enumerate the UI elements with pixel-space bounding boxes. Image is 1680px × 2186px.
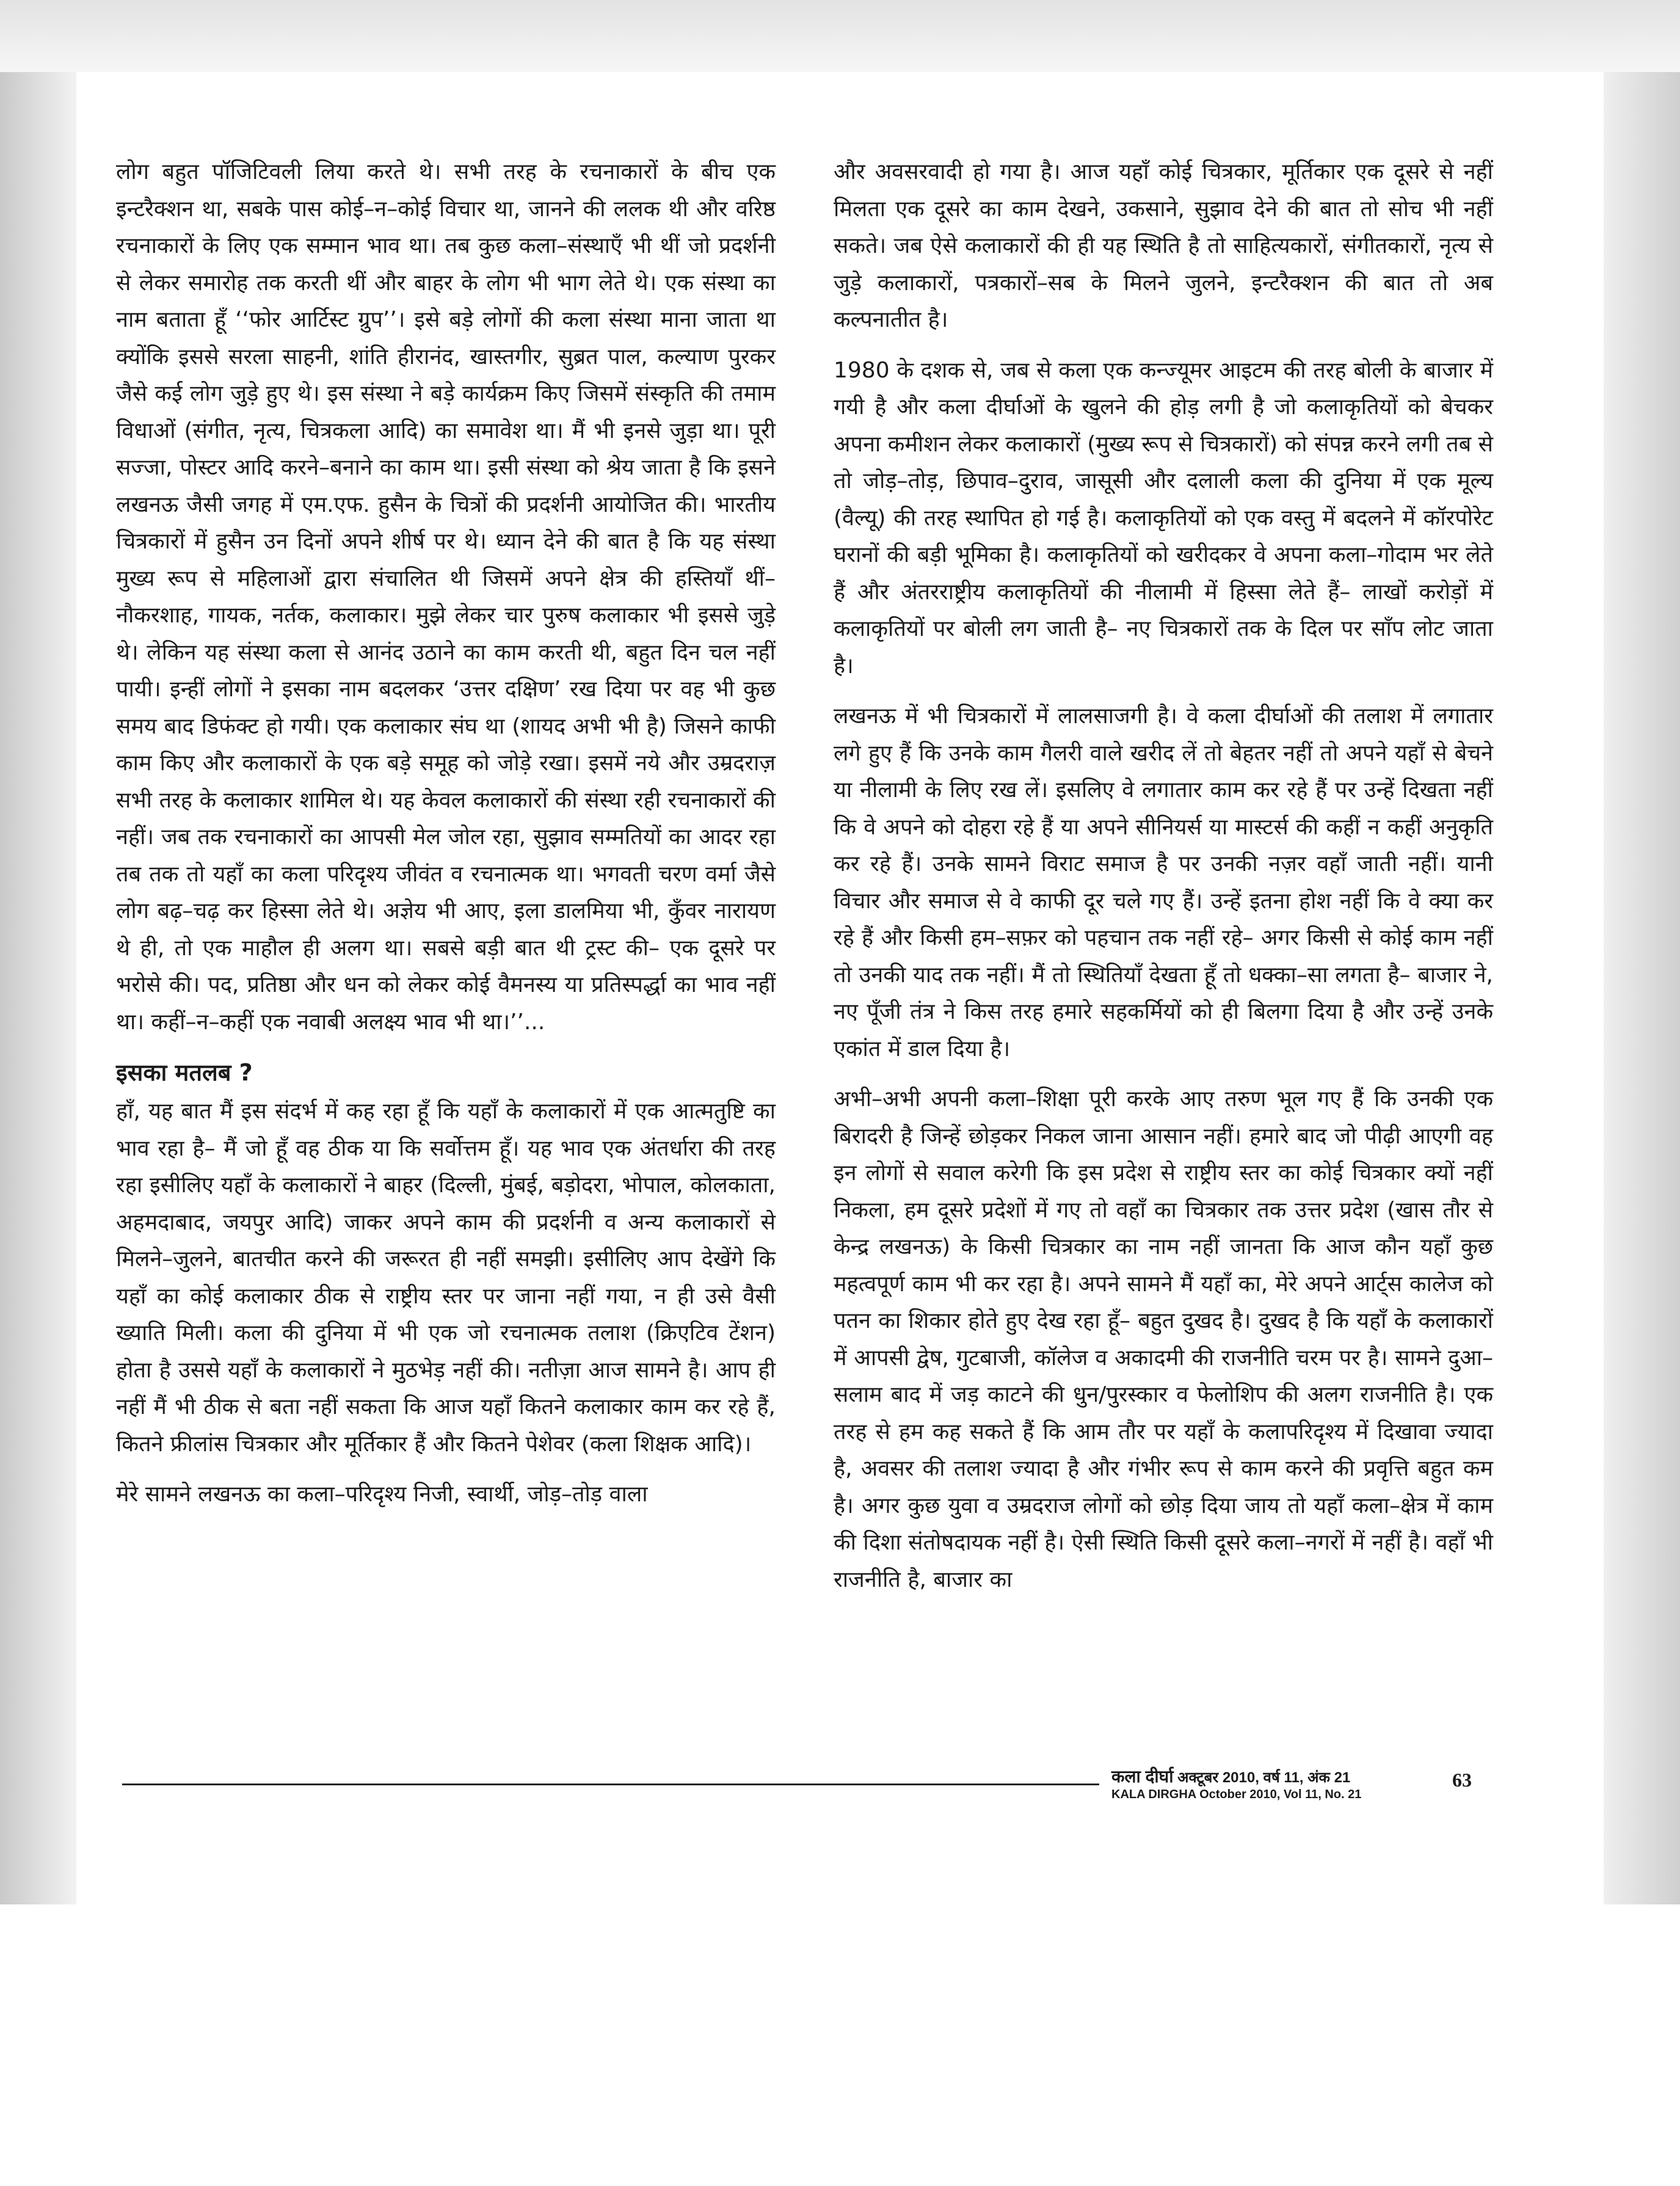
footer-masthead bbox=[1111, 1768, 1490, 1802]
page-number: 63 bbox=[1452, 1769, 1472, 1791]
left-paragraph-1: लोग बहुत पॉजिटिवली लिया करते थे। सभी तरह के रचनाकारों के बीच एक इन्टरैक्शन था, सबके पास कोई–न–कोई विचार था, जानने की ललक थी और वरिष्ठ रचनाकारों के लिए एक सम्मान भाव था। तब कुछ कला–संस्थाएँ भी थीं जो प्रदर्शनी से लेकर समारोह तक करती थीं और बाहर के लोग भी भाग लेते थे। एक संस्था का नाम बताता हूँ ‘‘फोर आर्टिस्ट ग्रुप’’। इसे बड़े लोगों की कला संस्था माना जाता था क्योंकि इससे सरला साहनी, शांति हीरानंद, खास्तगीर, सुब्रत पाल, कल्याण पुरकर जैसे कई लोग जुड़े हुए थे। इस संस्था ने बड़े कार्यक्रम किए जिसमें संस्कृति की तमाम विधाओं (संगीत, नृत्य, चित्रकला आदि) का समावेश था। मैं भी इनसे जुड़ा था। पूरी सज्जा, पोस्टर आदि करने–बनाने का काम था। इसी संस्था को श्रेय जाता है कि इसने लखनऊ जैसी जगह में एम.एफ. हुसैन के चित्रों की प्रदर्शनी आयोजित की। भारतीय चित्रकारों में हुसैन उन दिनों अपने शीर्ष पर थे। ध्यान देने की बात है कि यह संस्था मुख्य रूप से महिलाओं द्वारा संचालित थी जिसमें अपने क्षेत्र की हस्तियाँ थीं– नौकरशाह, गायक, नर्तक, कलाकार। मुझे लेकर चार पुरुष कलाकार भी इससे जुड़े थे। लेकिन यह संस्था कला से आनंद उठाने का काम करती थी, बहुत दिन चल नहीं पायी। इन्हीं लोगों ने इसका नाम बदलकर ‘उत्तर दक्षिण’ रख दिया पर वह भी कुछ समय बाद डिफंक्ट हो गयी। एक कलाकार संघ था (शायद अभी भी है) जिसने काफी काम किए और कलाकारों के एक बड़े समूह को जोड़े रखा। इसमें नये और उम्रदराज़ सभी तरह के कलाकार शामिल थे। यह केवल कलाकारों की संस्था रही रचनाकारों की नहीं। जब तक रचनाकारों का आपसी मेल जोल रहा, सुझाव सम्मतियों का आदर रहा तब तक तो यहाँ का कला परिदृश्य जीवंत व रचनात्मक था। भगवती चरण वर्मा जैसे लोग बढ़–चढ़ कर हिस्सा लेते थे। अज्ञेय भी आए, इला डालमिया भी, कुँवर नारायण थे ही, तो एक माहौल ही अलग था। सबसे बड़ी बात थी ट्रस्ट की– एक दूसरे पर भरोसे की। पद, प्रतिष्ठा और धन को लेकर कोई वैमनस्य या प्रतिस्पर्द्धा का भाव नहीं था। कहीं–न–कहीं एक नवाबी अलक्ष्य भाव भी था।’’... bbox=[116, 159, 776, 1035]
scan-margin-left bbox=[0, 72, 76, 1904]
footer-hindi-line bbox=[1111, 1768, 1490, 1787]
magazine-name-hindi: कला दीर्घा bbox=[1111, 1767, 1174, 1786]
magazine-name-english: KALA DIRGHA bbox=[1111, 1788, 1196, 1801]
scan-margin-right bbox=[1604, 72, 1680, 1904]
footer-english-line bbox=[1111, 1787, 1490, 1802]
scan-margin-top bbox=[0, 0, 1680, 72]
left-paragraph-3: मेरे सामने लखनऊ का कला–परिदृश्य निजी, स्वार्थी, जोड़–तोड़ वाला bbox=[116, 1482, 648, 1507]
scan-margin-bottom bbox=[0, 1904, 1680, 2186]
right-column bbox=[834, 154, 1493, 1612]
right-paragraph-2: 1980 के दशक से, जब से कला एक कन्ज्यूमर आइटम की तरह बोली के बाजार में गयी है और कला दीर्घाओं के खुलने की होड़ लगी है जो कलाकृतियों को बेचकर अपना कमीशन लेकर कलाकारों (मुख्य रूप से चित्रकारों) को संपन्न करने लगी तब से तो जोड़–तोड़, छिपाव–दुराव, जासूसी और दलाली कला की दुनिया में एक मूल्य (वैल्यू) की तरह स्थापित हो गई है। कलाकृतियों को एक वस्तु में बदलने में कॉरपोरेट घरानों की बड़ी भूमिका है। कलाकृतियों को खरीदकर वे अपना कला–गोदाम भर लेते हैं और अंतरराष्ट्रीय कलाकृतियों की नीलामी में हिस्सा लेते हैं– लाखों करोड़ों में कलाकृतियों पर बोली लग जाती है– नए चित्रकारों तक के दिल पर साँप लोट जाता है। bbox=[834, 357, 1493, 679]
right-paragraph-3: लखनऊ में भी चित्रकारों में लालसाजगी है। वे कला दीर्घाओं की तलाश में लगातार लगे हुए हैं कि उनके काम गैलरी वाले खरीद लें तो बेहतर नहीं तो अपने यहाँ से बेचने या नीलामी के लिए रख लें। इसलिए वे लगातार काम कर रहे हैं पर उन्हें दिखता नहीं कि वे अपने को दोहरा रहे हैं या अपने सीनियर्स या मास्टर्स की कहीं न कहीं अनुकृति कर रहे हैं। उनके सामने विराट समाज है पर उनकी नज़र वहाँ जाती नहीं। यानी विचार और समाज से वे काफी दूर चले गए हैं। उन्हें इतना होश नहीं कि वे क्या कर रहे हैं और किसी हम–सफ़र को पहचान तक नहीं रहे– अगर किसी से कोई काम नहीं तो उनकी याद तक नहीं। मैं तो स्थितियाँ देखता हूँ तो धक्का–सा लगता है– बाजार ने, नए पूँजी तंत्र ने किस तरह हमारे सहकर्मियों को ही बिलगा दिया है और उन्हें उनके एकांत में डाल दिया है। bbox=[834, 704, 1493, 1062]
issue-hindi: अक्टूबर 2010, वर्ष 11, अंक 21 bbox=[1173, 1769, 1351, 1786]
section-heading: इसका मतलब ? bbox=[116, 1059, 253, 1086]
footer-rule bbox=[122, 1783, 1099, 1785]
right-paragraph-1: और अवसरवादी हो गया है। आज यहाँ कोई चित्रकार, मूर्तिकार एक दूसरे से नहीं मिलता एक दूसरे का काम देखने, उकसाने, सुझाव देने की बात तो सोच भी नहीं सकते। जब ऐसे कलाकारों की ही यह स्थिति है तो साहित्यकारों, संगीतकारों, नृत्य से जुड़े कलाकारों, पत्रकारों–सब के मिलने जुलने, इन्टरैक्शन की बात तो अब कल्पनातीत है। bbox=[834, 159, 1493, 332]
left-column bbox=[116, 154, 776, 1527]
left-paragraph-2: हाँ, यह बात मैं इस संदर्भ में कह रहा हूँ कि यहाँ के कलाकारों में एक आत्मतुष्टि का भाव रहा है– मैं जो हूँ वह ठीक या कि सर्वोत्तम हूँ। यह भाव एक अंतर्धारा की तरह रहा इसीलिए यहाँ के कलाकारों ने बाहर (दिल्ली, मुंबई, बड़ोदरा, भोपाल, कोलकाता, अहमदाबाद, जयपुर आदि) जाकर अपने काम की प्रदर्शनी व अन्य कलाकारों से मिलने–जुलने, बातचीत करने की जरूरत ही नहीं समझी। इसीलिए आप देखेंगे कि यहाँ का कोई कलाकार ठीक से राष्ट्रीय स्तर पर जाना नहीं गया, न ही उसे वैसी ख्याति मिली। कला की दुनिया में भी एक जो रचनात्मक तलाश (क्रिएटिव टेंशन) होता है उससे यहाँ के कलाकारों ने मुठभेड़ नहीं की। नतीज़ा आज सामने है। आप ही नहीं मैं भी ठीक से बता नहीं सकता कि आज यहाँ कितने कलाकार काम कर रहे हैं, कितने फ्रीलांस चित्रकार और मूर्तिकार हैं और कितने पेशेवर (कला शिक्षक आदि)। bbox=[116, 1099, 776, 1457]
right-paragraph-4: अभी–अभी अपनी कला–शिक्षा पूरी करके आए तरुण भूल गए हैं कि उनकी एक बिरादरी है जिन्हें छोड़कर निकल जाना आसान नहीं। हमारे बाद जो पीढ़ी आएगी वह इन लोगों से सवाल करेगी कि इस प्रदेश से राष्ट्रीय स्तर का कोई चित्रकार क्यों नहीं निकला, हम दूसरे प्रदेशों में गए तो वहाँ का चित्रकार तक उत्तर प्रदेश (खास तौर से केन्द्र लखनऊ) के किसी चित्रकार का नाम नहीं जानता कि आज कौन यहाँ कुछ महत्वपूर्ण काम भी कर रहा है। अपने सामने मैं यहाँ का, मेरे अपने आर्ट्स कालेज को पतन का शिकार होते हुए देख रहा हूँ– बहुत दुखद है। दुखद है कि यहाँ के कलाकारों में आपसी द्वेष, गुटबाजी, कॉलेज व अकादमी की राजनीति चरम पर है। सामने दुआ–सलाम बाद में जड़ काटने की धुन/पुरस्कार व फेलोशिप की अलग राजनीति है। एक तरह से हम कह सकते हैं कि आम तौर पर यहाँ के कलापरिदृश्य में दिखावा ज्यादा है, अवसर की तलाश ज्यादा है और गंभीर रूप से काम करने की प्रवृत्ति बहुत कम है। अगर कुछ युवा व उम्रदराज लोगों को छोड़ दिया जाय तो यहाँ कला–क्षेत्र में काम की दिशा संतोषदायक नहीं है। ऐसी स्थिति किसी दूसरे कला–नगरों में नहीं है। वहाँ भी राजनीति है, बाजार का bbox=[834, 1087, 1493, 1592]
issue-english: October 2010, Vol 11, No. 21 bbox=[1196, 1788, 1362, 1801]
